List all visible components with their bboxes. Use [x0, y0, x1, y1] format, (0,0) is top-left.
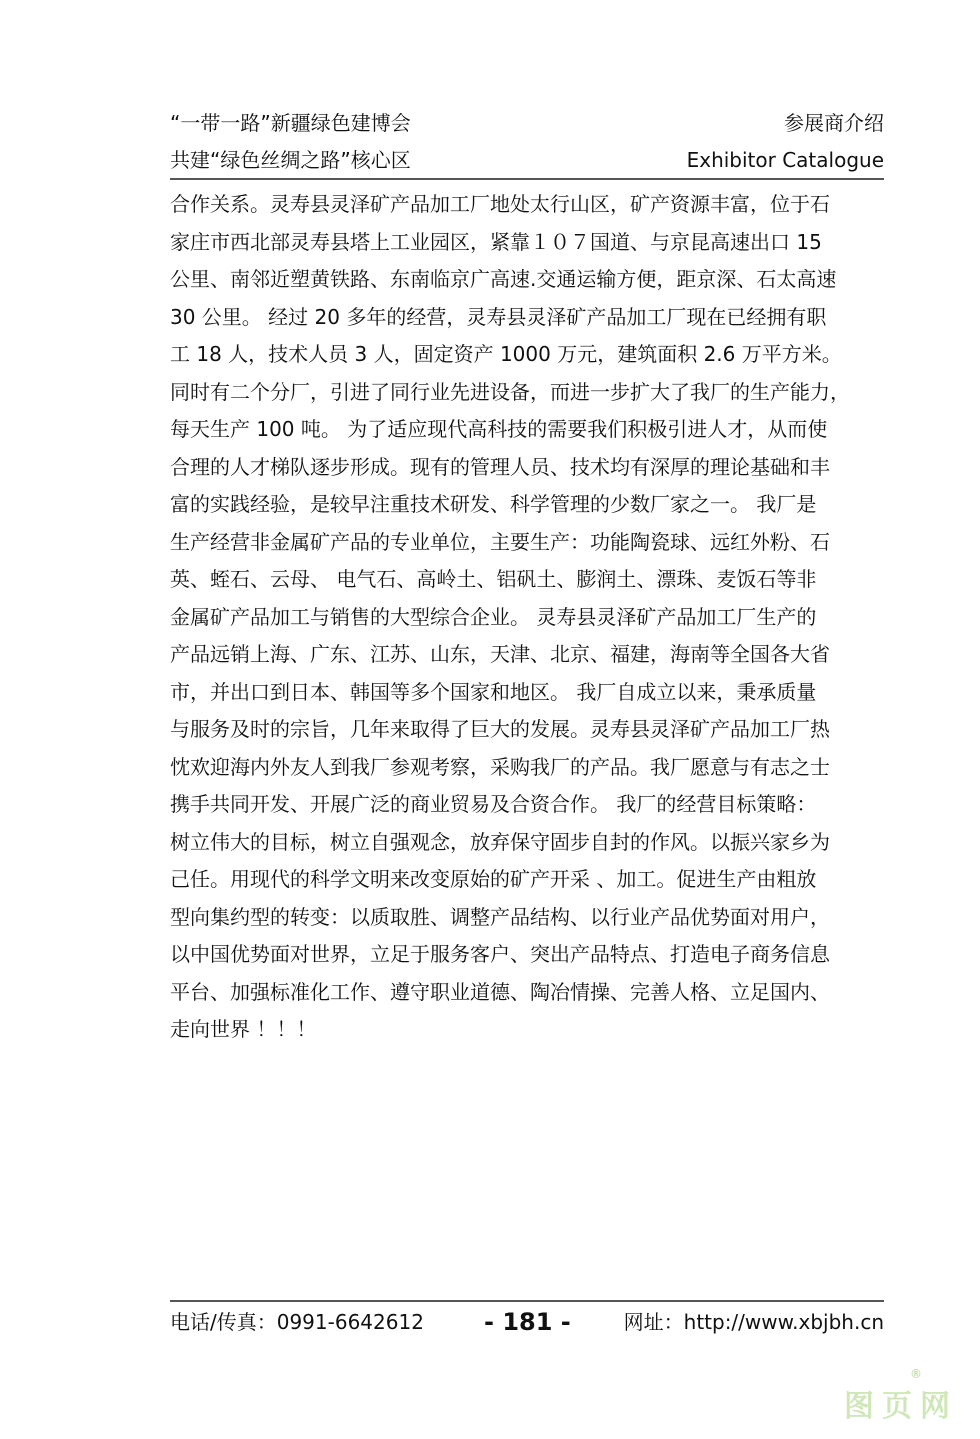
text-line: 家庄市西北部灵寿县塔上工业园区，紧靠１０７国道、与京昆高速出口 15	[170, 229, 822, 254]
section-title-cn: 参展商介绍	[784, 111, 884, 135]
text-line: 30 公里。 经过 20 多年的经营，灵寿县灵泽矿产品加工厂现在已经拥有职	[170, 304, 827, 329]
page-number: - 181 -	[484, 1308, 571, 1336]
text-line: 走向世界 ！！！	[170, 1017, 317, 1041]
text-line: 每天生产 100 吨。 为了适应现代高科技的需要我们积极引进人才，从而使	[170, 417, 828, 441]
header-divider	[170, 178, 884, 180]
footer-divider	[170, 1300, 884, 1302]
text-line: 以中国优势面对世界，立足于服务客户、突出产品特点、打造电子商务信息	[170, 942, 830, 966]
text-line: 金属矿产品加工与销售的大型综合企业。 灵寿县灵泽矿产品加工厂生产的	[170, 604, 817, 629]
footer-phone: 电话/传真：0991-6642612	[170, 1310, 424, 1334]
text-line: 市，并出口到日本、韩国等多个国家和地区。 我厂自成立以来，秉承质量	[170, 679, 817, 704]
watermark-logo	[844, 1367, 958, 1425]
expo-title: “一带一路”新疆绿色建博会	[170, 111, 411, 135]
text-line: 与服务及时的宗旨，几年来取得了巨大的发展。灵寿县灵泽矿产品加工厂热	[170, 717, 830, 741]
text-line: 同时有二个分厂，引进了同行业先进设备，而进一步扩大了我厂的生产能力，	[170, 379, 850, 404]
text-line: 平台、加强标准化工作、遵守职业道德、陶冶情操、完善人格、立足国内、	[170, 979, 830, 1004]
text-line: 富的实践经验，是较早注重技术研发、科学管理的少数厂家之一。 我厂是	[170, 492, 817, 516]
section-title-en: Exhibitor Catalogue	[686, 148, 884, 172]
footer-website: 网址：http://www.xbjbh.cn	[623, 1310, 884, 1334]
text-line: 合理的人才梯队逐步形成。现有的管理人员、技术均有深厚的理论基础和丰	[170, 454, 830, 479]
text-line: 工 18 人，技术人员 3 人，固定资产 1000 万元，建筑面积 2.6 万平方米。	[170, 342, 842, 366]
text-line: 英、蛭石、云母、 电气石、高岭土、铝矾土、膨润土、漂珠、麦饭石等非	[170, 567, 817, 591]
text-line: 生产经营非金属矿产品的专业单位，主要生产：功能陶瓷球、远红外粉、石	[170, 529, 830, 554]
text-line: 携手共同开发、开展广泛的商业贸易及合资合作。 我厂的经营目标策略：	[170, 792, 817, 816]
watermark-text: 图页网	[844, 1389, 958, 1424]
text-line: 合作关系。灵寿县灵泽矿产品加工厂地处太行山区，矿产资源丰富，位于石	[170, 192, 830, 216]
text-line: 型向集约型的转变：以质取胜、调整产品结构、以行业产品优势面对用户，	[170, 904, 830, 929]
text-line: 树立伟大的目标，树立自强观念，放弃保守固步自封的作风。以振兴家乡为	[170, 829, 830, 854]
body-paragraph	[170, 186, 884, 1049]
expo-subtitle: 共建“绿色丝绸之路”核心区	[170, 148, 411, 172]
text-line: 己任。用现代的科学文明来改变原始的矿产开采 、加工。促进生产由粗放	[170, 867, 817, 891]
text-line: 公里、南邻近塑黄铁路、东南临京广高速.交通运输方便，距京深、石太高速	[170, 267, 837, 291]
registered-mark-icon: ®	[910, 1367, 922, 1381]
text-line: 产品远销上海、广东、江苏、山东，天津、北京、福建，海南等全国各大省	[170, 642, 830, 666]
text-line: 忱欢迎海内外友人到我厂参观考察，采购我厂的产品。我厂愿意与有志之士	[170, 754, 830, 779]
